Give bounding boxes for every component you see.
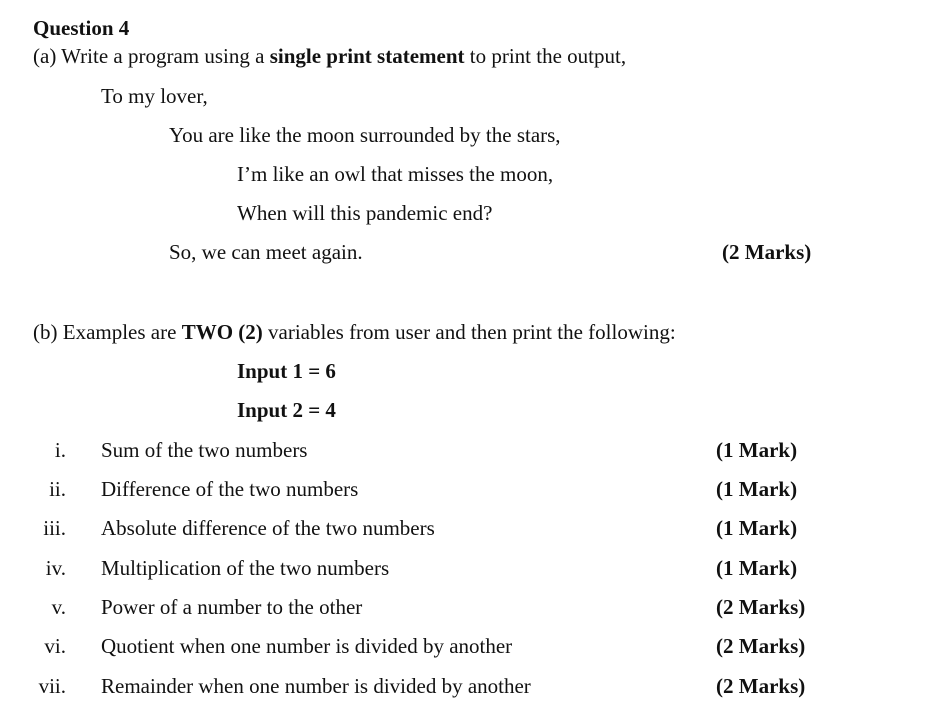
item-numeral: v. bbox=[51, 595, 66, 619]
item-marks: (1 Mark) bbox=[716, 556, 798, 580]
item-numeral: vii. bbox=[38, 674, 66, 698]
item-text: Quotient when one number is divided by another bbox=[101, 634, 513, 658]
item-marks: (1 Mark) bbox=[716, 516, 798, 540]
item-numeral: iv. bbox=[45, 556, 66, 580]
item-text: Power of a number to the other bbox=[101, 595, 363, 619]
item-text: Remainder when one number is divided by another bbox=[101, 674, 531, 698]
item-numeral: vi. bbox=[44, 634, 66, 658]
question-heading: Question 4 bbox=[33, 16, 130, 40]
item-text: Multiplication of the two numbers bbox=[101, 556, 390, 580]
part-b-emphasis: TWO (2) bbox=[181, 320, 263, 344]
part-a-emphasis: single print statement bbox=[269, 44, 465, 68]
item-text: Sum of the two numbers bbox=[101, 438, 308, 462]
part-a-prefix: (a) Write a program using a bbox=[33, 44, 270, 68]
part-a-instruction bbox=[33, 46, 626, 67]
item-numeral: ii. bbox=[49, 477, 66, 501]
output-line: I’m like an owl that misses the moon, bbox=[237, 162, 554, 186]
item-marks: (2 Marks) bbox=[716, 595, 806, 619]
part-a-suffix: to print the output, bbox=[464, 44, 627, 68]
output-line: To my lover, bbox=[101, 84, 208, 108]
part-b-suffix: variables from user and then print the following: bbox=[262, 320, 676, 344]
item-numeral: i. bbox=[54, 438, 66, 462]
item-text: Difference of the two numbers bbox=[101, 477, 359, 501]
part-a-marks: (2 Marks) bbox=[722, 240, 812, 264]
item-marks: (1 Mark) bbox=[716, 477, 798, 501]
output-line: You are like the moon surrounded by the stars, bbox=[169, 123, 561, 147]
output-line: When will this pandemic end? bbox=[237, 201, 493, 225]
output-line: So, we can meet again. bbox=[169, 240, 363, 264]
item-marks: (1 Mark) bbox=[716, 438, 798, 462]
item-marks: (2 Marks) bbox=[716, 674, 806, 698]
item-text: Absolute difference of the two numbers bbox=[101, 516, 435, 540]
input-example: Input 2 = 4 bbox=[237, 398, 336, 422]
part-b-prefix: (b) Examples are bbox=[33, 320, 182, 344]
item-numeral: iii. bbox=[43, 516, 66, 540]
input-example: Input 1 = 6 bbox=[237, 359, 336, 383]
item-marks: (2 Marks) bbox=[716, 634, 806, 658]
part-b-instruction bbox=[33, 322, 676, 343]
